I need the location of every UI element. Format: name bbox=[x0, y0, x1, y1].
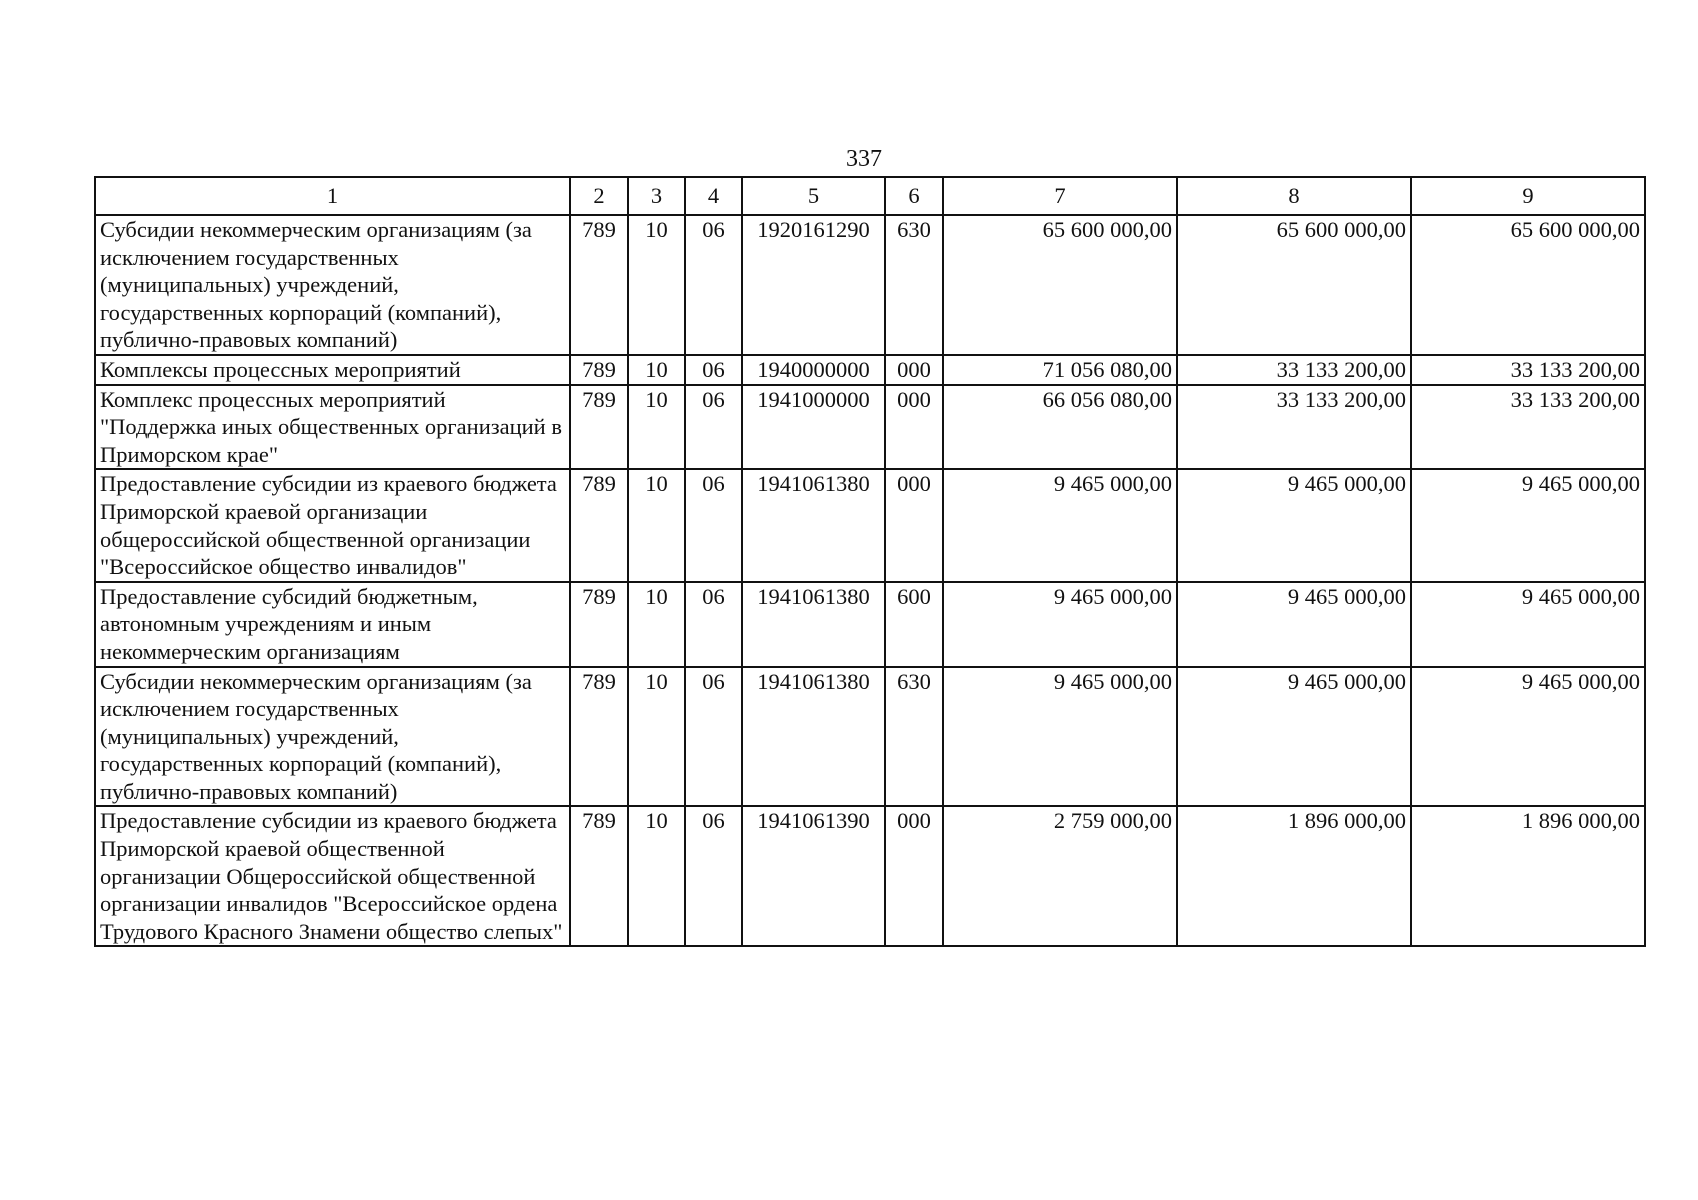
section-code: 10 bbox=[628, 667, 685, 807]
target-article-code: 1941061380 bbox=[742, 469, 885, 581]
column-header-5: 5 bbox=[742, 177, 885, 215]
row-name: Предоставление субсидии из краевого бюджета Приморской краевой организации общероссийской общественной организации "Всероссийское общество инвалидов" bbox=[95, 469, 570, 581]
table-row bbox=[95, 215, 1645, 355]
amount-col9: 33 133 200,00 bbox=[1411, 385, 1645, 470]
amount-col8: 33 133 200,00 bbox=[1177, 355, 1411, 385]
expense-type-code: 000 bbox=[885, 806, 943, 946]
row-name: Комплексы процессных мероприятий bbox=[95, 355, 570, 385]
amount-col8: 9 465 000,00 bbox=[1177, 469, 1411, 581]
subsection-code: 06 bbox=[685, 385, 742, 470]
subsection-code: 06 bbox=[685, 215, 742, 355]
amount-col9: 9 465 000,00 bbox=[1411, 667, 1645, 807]
row-name: Предоставление субсидий бюджетным, автономным учреждениям и иным некоммерческим организациям bbox=[95, 582, 570, 667]
row-name: Комплекс процессных мероприятий "Поддержка иных общественных организаций в Приморском крае" bbox=[95, 385, 570, 470]
admin-code: 789 bbox=[570, 469, 628, 581]
admin-code: 789 bbox=[570, 215, 628, 355]
amount-col7: 66 056 080,00 bbox=[943, 385, 1177, 470]
amount-col7: 9 465 000,00 bbox=[943, 582, 1177, 667]
target-article-code: 1920161290 bbox=[742, 215, 885, 355]
expense-type-code: 000 bbox=[885, 355, 943, 385]
target-article-code: 1941061380 bbox=[742, 582, 885, 667]
amount-col9: 1 896 000,00 bbox=[1411, 806, 1645, 946]
table-row bbox=[95, 582, 1645, 667]
subsection-code: 06 bbox=[685, 667, 742, 807]
amount-col9: 9 465 000,00 bbox=[1411, 469, 1645, 581]
admin-code: 789 bbox=[570, 385, 628, 470]
subsection-code: 06 bbox=[685, 355, 742, 385]
column-header-2: 2 bbox=[570, 177, 628, 215]
section-code: 10 bbox=[628, 355, 685, 385]
column-header-1: 1 bbox=[95, 177, 570, 215]
table-row bbox=[95, 355, 1645, 385]
table-row bbox=[95, 806, 1645, 946]
column-header-8: 8 bbox=[1177, 177, 1411, 215]
amount-col8: 65 600 000,00 bbox=[1177, 215, 1411, 355]
amount-col9: 9 465 000,00 bbox=[1411, 582, 1645, 667]
expense-type-code: 000 bbox=[885, 469, 943, 581]
header-row bbox=[95, 177, 1645, 215]
column-header-4: 4 bbox=[685, 177, 742, 215]
admin-code: 789 bbox=[570, 806, 628, 946]
amount-col7: 9 465 000,00 bbox=[943, 667, 1177, 807]
target-article-code: 1941000000 bbox=[742, 385, 885, 470]
amount-col7: 65 600 000,00 bbox=[943, 215, 1177, 355]
target-article-code: 1941061380 bbox=[742, 667, 885, 807]
subsection-code: 06 bbox=[685, 469, 742, 581]
column-header-9: 9 bbox=[1411, 177, 1645, 215]
target-article-code: 1941061390 bbox=[742, 806, 885, 946]
amount-col9: 33 133 200,00 bbox=[1411, 355, 1645, 385]
section-code: 10 bbox=[628, 215, 685, 355]
expense-type-code: 600 bbox=[885, 582, 943, 667]
amount-col9: 65 600 000,00 bbox=[1411, 215, 1645, 355]
page-number: 337 bbox=[846, 146, 882, 172]
row-name: Субсидии некоммерческим организациям (за исключением государственных (муниципальных) учреждений, государственных корпораций (компаний), публично-правовых компаний) bbox=[95, 667, 570, 807]
admin-code: 789 bbox=[570, 582, 628, 667]
target-article-code: 1940000000 bbox=[742, 355, 885, 385]
row-name: Субсидии некоммерческим организациям (за исключением государственных (муниципальных) учреждений, государственных корпораций (компаний), публично-правовых компаний) bbox=[95, 215, 570, 355]
amount-col8: 9 465 000,00 bbox=[1177, 667, 1411, 807]
subsection-code: 06 bbox=[685, 806, 742, 946]
amount-col8: 1 896 000,00 bbox=[1177, 806, 1411, 946]
section-code: 10 bbox=[628, 806, 685, 946]
table-row bbox=[95, 469, 1645, 581]
expense-type-code: 630 bbox=[885, 667, 943, 807]
subsection-code: 06 bbox=[685, 582, 742, 667]
amount-col8: 9 465 000,00 bbox=[1177, 582, 1411, 667]
section-code: 10 bbox=[628, 582, 685, 667]
row-name: Предоставление субсидии из краевого бюджета Приморской краевой общественной организации Общероссийской общественной организации инвалидов "Всероссийское ордена Трудового Красного Знамени общество слепых" bbox=[95, 806, 570, 946]
budget-table bbox=[94, 176, 1646, 947]
amount-col7: 9 465 000,00 bbox=[943, 469, 1177, 581]
column-header-6: 6 bbox=[885, 177, 943, 215]
admin-code: 789 bbox=[570, 667, 628, 807]
section-code: 10 bbox=[628, 469, 685, 581]
column-header-3: 3 bbox=[628, 177, 685, 215]
table-row bbox=[95, 385, 1645, 470]
expense-type-code: 630 bbox=[885, 215, 943, 355]
amount-col7: 2 759 000,00 bbox=[943, 806, 1177, 946]
table-row bbox=[95, 667, 1645, 807]
section-code: 10 bbox=[628, 385, 685, 470]
column-header-7: 7 bbox=[943, 177, 1177, 215]
amount-col8: 33 133 200,00 bbox=[1177, 385, 1411, 470]
admin-code: 789 bbox=[570, 355, 628, 385]
expense-type-code: 000 bbox=[885, 385, 943, 470]
amount-col7: 71 056 080,00 bbox=[943, 355, 1177, 385]
